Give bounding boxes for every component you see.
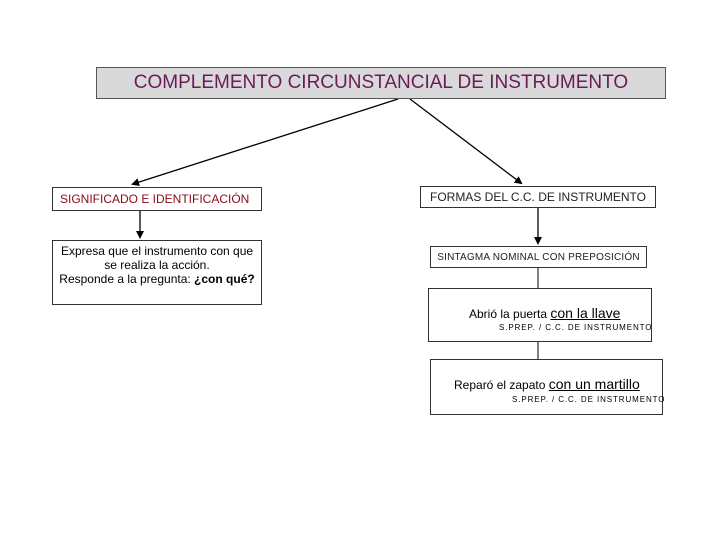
significado-heading: SIGNIFICADO E IDENTIFICACIÓN bbox=[52, 187, 262, 211]
example-2-text: Reparó el zapato bbox=[454, 378, 549, 392]
example-2-analysis: S.PREP. / C.C. DE INSTRUMENTO bbox=[512, 395, 666, 404]
example-1-highlight: con la llave bbox=[550, 305, 621, 321]
question-bold: ¿con qué? bbox=[194, 272, 255, 286]
diagram-title: COMPLEMENTO CIRCUNSTANCIAL DE INSTRUMENTO bbox=[96, 67, 666, 99]
arrow-title-to-right bbox=[410, 99, 521, 183]
description-line-1: Expresa que el instrumento con que bbox=[60, 244, 254, 258]
example-2 bbox=[430, 359, 666, 415]
example-1 bbox=[428, 288, 652, 342]
example-1-sentence bbox=[469, 305, 620, 321]
example-2-highlight: con un martillo bbox=[548, 376, 640, 392]
arrow-title-to-left bbox=[133, 99, 398, 184]
sintagma-form: SINTAGMA NOMINAL CON PREPOSICIÓN bbox=[430, 246, 647, 268]
example-2-sentence bbox=[454, 376, 640, 392]
description-line-3 bbox=[53, 272, 261, 286]
significado-description bbox=[52, 240, 262, 305]
description-line-2: se realiza la acción. bbox=[104, 258, 210, 272]
formas-heading: FORMAS DEL C.C. DE INSTRUMENTO bbox=[420, 186, 656, 208]
question-prefix: Responde a la pregunta: bbox=[59, 272, 195, 286]
example-1-text: Abrió la puerta bbox=[469, 307, 551, 321]
example-1-analysis: S.PREP. / C.C. DE INSTRUMENTO bbox=[499, 323, 653, 332]
